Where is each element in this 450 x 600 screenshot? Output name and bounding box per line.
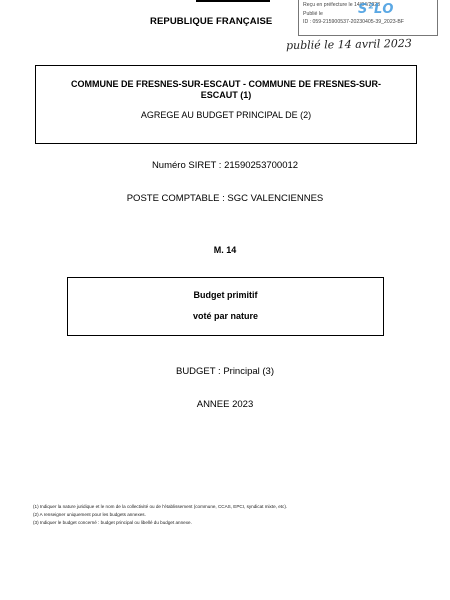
commune-name: COMMUNE DE FRESNES-SUR-ESCAUT - COMMUNE DE FRESNES-SUR-ESCAUT (1): [70, 79, 381, 100]
siret-number: Numéro SIRET : 21590253700012: [151, 160, 299, 171]
budget-title: Budget primitif: [193, 290, 258, 300]
stamp-received-line: Reçu en préfecture le 14/04/2023: [303, 2, 381, 8]
footnote-2: (2) A renseigner uniquement pour les budgets annexes.: [33, 512, 146, 517]
handwritten-publication-note: publié le 14 avril 2023: [285, 36, 412, 53]
budget-year: ANNEE 2023: [196, 399, 254, 410]
nomenclature-code: M. 14: [213, 245, 237, 255]
budget-vote-mode: voté par nature: [192, 311, 259, 321]
republic-heading: REPUBLIQUE FRANÇAISE: [150, 16, 273, 27]
s2lo-logo: S²LO: [358, 2, 394, 17]
footnote-3: (3) Indiquer le budget concerné : budget principal ou libellé du budget annexe.: [33, 520, 192, 525]
budget-type: BUDGET : Principal (3): [175, 366, 274, 377]
stamp-id-line: ID : 059-215900537-20230405-39_2023-BF: [303, 19, 404, 26]
poste-comptable: POSTE COMPTABLE : SGC VALENCIENNES: [126, 193, 324, 204]
commune-header-box: [35, 65, 417, 144]
footnote-1: (1) Indiquer la nature juridique et le nom de la collectivité ou de l'établissement (commune, CCAS, EPCI, syndicat mixte, etc).: [33, 504, 288, 509]
stamp-published-line: Publié le: [303, 10, 323, 17]
top-rule: [196, 0, 270, 2]
agregation-line: AGREGE AU BUDGET PRINCIPAL DE (2): [140, 110, 312, 120]
budget-box: [67, 277, 384, 336]
footnotes: [33, 503, 287, 527]
